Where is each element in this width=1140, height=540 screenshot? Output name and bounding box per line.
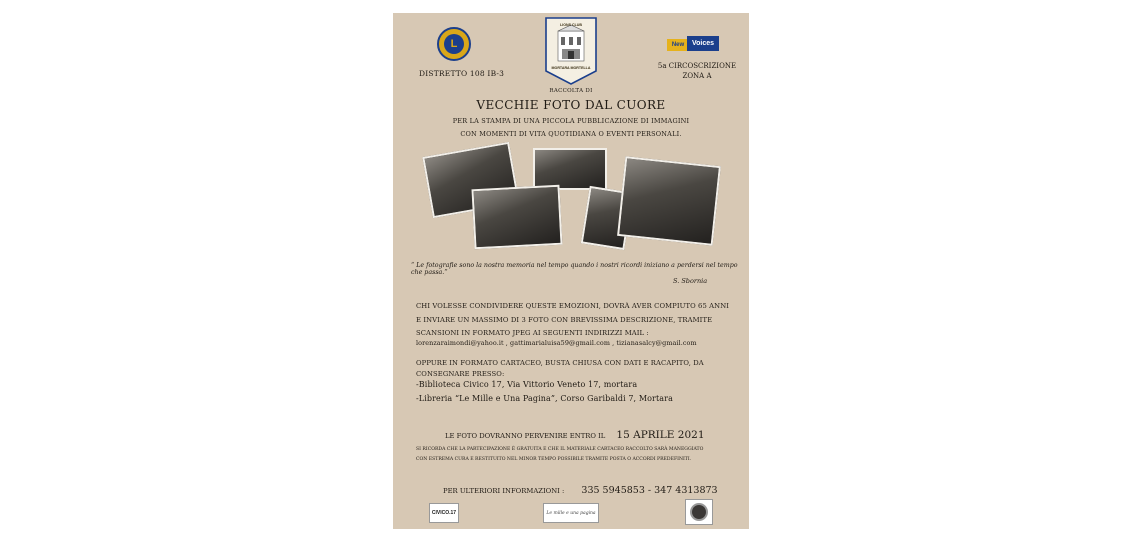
raccolta-label: RACCOLTA DI (549, 88, 593, 94)
lions-logo (437, 27, 471, 61)
civico17-logo (429, 503, 459, 523)
body-line-2: E INVIARE UN MASSIMO DI 3 FOTO CON BREVISSIMA DESCRIZIONE, TRAMITE (416, 316, 713, 324)
distretto-label: DISTRETTO 108 IB-3 (419, 69, 505, 78)
deadline-row (445, 423, 705, 442)
subtitle-line-1: PER LA STAMPA DI UNA PICCOLA PUBBLICAZIONE DI IMMAGINI (452, 117, 690, 125)
phone-numbers: 335 5945853 - 347 4313873 (581, 485, 718, 496)
poster-title: VECCHIE FOTO DAL CUORE (476, 98, 666, 112)
seal-icon (690, 503, 708, 521)
deadline-label: LE FOTO DOVRANNO PERVENIRE ENTRO IL (445, 432, 606, 440)
civico17-logo-text: CIVICO.17 (431, 510, 457, 516)
email-addresses: lorenzaraimondi@yahoo.it , gattimarialuisa59@gmail.com , tizianasalcy@gmail.com (416, 339, 697, 347)
body-line-5: CONSEGNARE PRESSO: (416, 370, 505, 378)
note-line-1: SI RICORDA CHE LA PARTECIPAZIONE È GRATUITA E CHE IL MATERIALE CARTACEO RACCOLTO SARÀ MANEGGIATO (416, 447, 704, 452)
shield-bottom-text: MORTARA MORTELLA (551, 66, 591, 70)
pickup-place-1: -Biblioteca Civico 17, Via Vittorio Veneto 17, mortara (416, 380, 638, 389)
quote-author: S. Sbornia (673, 277, 708, 285)
libreria-logo-text: Le mille e una pagina (546, 510, 596, 516)
zona-label: ZONA A (682, 72, 712, 80)
note-line-2: CON ESTREMA CURA E RESTITUITO NEL MINOR TEMPO POSSIBILE TRAMITE POSTA O ACCORDI PREDEFINITI. (416, 457, 692, 462)
body-line-4: OPPURE IN FORMATO CARTACEO, BUSTA CHIUSA CON DATI E RACAPITO, DA (416, 359, 704, 367)
shield-top-text: LIONS CLUB (560, 23, 582, 27)
quote-text: “ Le fotografie sono la nostra memoria nel tempo quando i nostri ricordi iniziano a perdersi nel tempo che passa.” (411, 262, 738, 276)
round-seal-logo (685, 499, 713, 525)
poster (393, 13, 749, 529)
body-line-3: SCANSIONI IN FORMATO JPEG AI SEGUENTI INDIRIZZI MAIL : (416, 329, 649, 337)
pickup-place-2: -Libreria “Le Mille e Una Pagina”, Corso Garibaldi 7, Mortara (416, 394, 673, 403)
club-shield-logo (545, 17, 597, 85)
lions-logo-letter: L (444, 34, 464, 54)
vintage-photo-3 (471, 185, 562, 250)
circoscrizione-label: 5a CIRCOSCRIZIONE (657, 62, 737, 70)
circoscrizione-block (657, 61, 737, 81)
new-voices-new: New (667, 39, 689, 51)
deadline-date: 15 APRILE 2021 (616, 429, 705, 441)
body-line-1: CHI VOLESSE CONDIVIDERE QUESTE EMOZIONI, DOVRÀ AVER COMPIUTO 65 ANNI (416, 302, 730, 310)
new-voices-voices: Voices (687, 36, 719, 51)
vintage-photo-5 (617, 156, 721, 246)
vintage-photo-2 (533, 148, 607, 190)
libreria-logo (543, 503, 599, 523)
subtitle-line-2: CON MOMENTI DI VITA QUOTIDIANA O EVENTI PERSONALI. (460, 130, 682, 138)
info-row (443, 478, 718, 497)
new-voices-logo (667, 33, 719, 53)
info-label: PER ULTERIORI INFORMAZIONI : (443, 487, 565, 495)
